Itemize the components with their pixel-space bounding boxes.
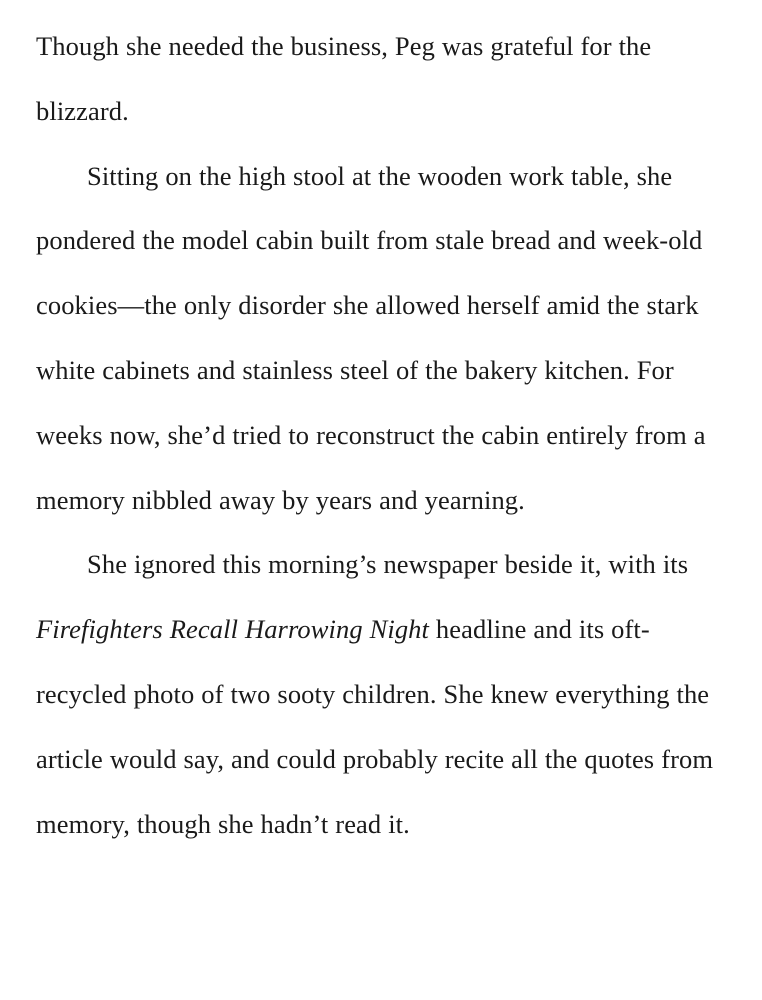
text-run: headline and its oft-recycled photo of two sooty children. She knew everything the article would say, and could probably recite all the quotes from memory, though she hadn’t read it. (36, 614, 714, 839)
italic-title-run: Firefighters Recall Harrowing Night (36, 614, 429, 645)
text-run: Sitting on the high stool at the wooden work table, she pondered the model cabin built from stale bread and week-old cookies—the only disorder she allowed herself amid the stark white cabinets and stainless steel of the bakery kitchen. For weeks now, she’d tried to reconstruct the cabin entirely from a memory nibbled away by years and yearning. (36, 160, 706, 515)
text-run: Though she needed the business, Peg was grateful for the blizzard. (36, 31, 652, 126)
prose-body (36, 0, 728, 856)
paragraph (36, 532, 728, 856)
paragraph (36, 144, 728, 533)
text-run: She ignored this morning’s newspaper beside it, with its (87, 549, 689, 580)
paragraph (36, 14, 728, 144)
